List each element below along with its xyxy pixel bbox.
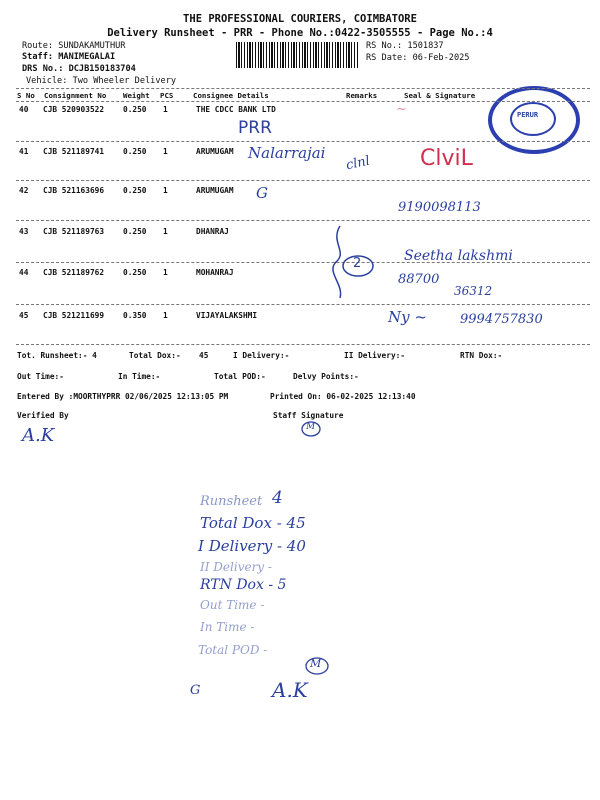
row-43-weight: 0.250	[123, 227, 147, 236]
row-40-consignee: THE CDCC BANK LTD	[196, 105, 276, 114]
bottom-m: M	[310, 657, 322, 670]
tally-line-4: II Delivery -	[200, 560, 272, 574]
rs-no: RS No.: 1501837	[366, 41, 444, 51]
col-weight: Weight	[123, 91, 150, 100]
row-44-consignee: MOHANRAJ	[196, 268, 234, 277]
company-title: THE PROFESSIONAL COURIERS, COIMBATORE	[183, 13, 417, 25]
hand-circle-2: 2	[353, 256, 362, 271]
ii-delivery: II Delivery:-	[344, 351, 406, 360]
out-time: Out Time:-	[17, 372, 64, 381]
hand-88700: 88700	[398, 272, 440, 287]
row-42-rule	[16, 220, 590, 221]
hand-signature-45: Ny ~	[388, 308, 427, 326]
verified-signature: A.K	[22, 425, 55, 446]
col-consignee: Consignee Details	[193, 91, 269, 100]
tot-runsheet: Tot. Runsheet:- 4	[17, 351, 97, 360]
drs-label: DRS No.: DCJB150183704	[22, 64, 136, 74]
staff-signature-label: Staff Signature	[273, 411, 344, 420]
row-41-consignee: ARUMUGAM	[196, 147, 234, 156]
hand-civil-red: ClviL	[420, 146, 473, 171]
row-45-consignee: VIJAYALAKSHMI	[196, 311, 258, 320]
col-pcs: PCS	[160, 91, 174, 100]
row-43-sno: 43	[19, 227, 29, 236]
row-42-consignment: CJB 521163696	[43, 186, 105, 195]
entered-by: Entered By :MOORTHYPRR 02/06/2025 12:13:05 PM	[17, 392, 229, 401]
row-44-consignment: CJB 521189762	[43, 268, 105, 277]
tally-line-7: In Time -	[200, 620, 255, 634]
row-40-rule	[16, 141, 590, 142]
i-delivery: I Delivery:-	[233, 351, 290, 360]
row-40-sno: 40	[19, 105, 29, 114]
tally-line-2: Total Dox - 45	[200, 514, 306, 532]
staff-label: Staff: MANIMEGALAI	[22, 52, 116, 62]
hand-prr: PRR	[238, 118, 272, 138]
row-40-consignment: CJB 520903522	[43, 105, 105, 114]
printed-on: Printed On: 06-02-2025 12:13:40	[270, 392, 416, 401]
stamp-text: PERUR	[517, 111, 539, 119]
route-label: Route: SUNDAKAMUTHUR	[22, 41, 126, 51]
row-44-weight: 0.250	[123, 268, 147, 277]
row-45-pcs: 1	[163, 311, 168, 320]
row-42-consignee: ARUMUGAM	[196, 186, 234, 195]
table-header-rule	[16, 101, 590, 102]
runsheet-subtitle: Delivery Runsheet - PRR - Phone No.:0422-3505555 - Page No.:4	[107, 27, 493, 39]
total-dox-value: 45	[199, 351, 209, 360]
bottom-signature: A.K	[272, 678, 308, 702]
row-44-rule	[16, 304, 590, 305]
seal-stamp-inner	[510, 102, 556, 136]
vehicle-label: Vehicle: Two Wheeler Delivery	[26, 76, 177, 86]
verified-by: Verified By	[17, 411, 69, 420]
col-sno: S No	[17, 91, 35, 100]
row-43-consignment: CJB 521189763	[43, 227, 105, 236]
hand-clnl: clnl	[344, 153, 372, 174]
row-40-scribble: ~	[396, 102, 407, 117]
tally-line-5: RTN Dox - 5	[200, 577, 287, 593]
total-pod: Total POD:-	[214, 372, 266, 381]
bottom-g: G	[190, 683, 201, 698]
row-40-weight: 0.250	[123, 105, 147, 114]
row-42-sno: 42	[19, 186, 29, 195]
row-44-pcs: 1	[163, 268, 168, 277]
hand-nalarrajai: Nalarrajai	[248, 144, 326, 162]
col-consignment: Consignment No	[44, 91, 107, 100]
tally-line-8: Total POD -	[198, 643, 268, 657]
row-45-consignment: CJB 521211699	[43, 311, 105, 320]
tally-line-3: I Delivery - 40	[198, 537, 306, 555]
row-40-pcs: 1	[163, 105, 168, 114]
tally-line-6: Out Time -	[200, 598, 265, 612]
row-41-pcs: 1	[163, 147, 168, 156]
total-dox-label: Total Dox:-	[129, 351, 181, 360]
row-41-sno: 41	[19, 147, 29, 156]
rs-date: RS Date: 06-Feb-2025	[366, 53, 470, 63]
delvy-points: Delvy Points:-	[293, 372, 359, 381]
row-44-sno: 44	[19, 268, 29, 277]
row-42-pcs: 1	[163, 186, 168, 195]
rtn-dox: RTN Dox:-	[460, 351, 503, 360]
row-42-weight: 0.250	[123, 186, 147, 195]
tally-line-1-faint: Runsheet	[200, 494, 263, 509]
table-top-rule	[16, 88, 590, 89]
row-45-sno: 45	[19, 311, 29, 320]
hand-g-mark: G	[256, 184, 268, 202]
barcode	[236, 42, 358, 68]
tally-line-1: 4	[272, 488, 283, 508]
hand-seetha: Seetha lakshmi	[404, 248, 513, 264]
row-41-consignment: CJB 521189741	[43, 147, 105, 156]
hand-36312: 36312	[454, 284, 493, 298]
row-41-rule	[16, 180, 590, 181]
row-45-weight: 0.350	[123, 311, 147, 320]
staff-signature-m: M	[306, 422, 316, 432]
col-remarks: Remarks	[346, 91, 378, 100]
hand-phone2: 9994757830	[460, 312, 543, 327]
col-seal-signature: Seal & Signature	[404, 91, 476, 100]
row-45-rule	[16, 344, 590, 345]
row-43-pcs: 1	[163, 227, 168, 236]
row-43-consignee: DHANRAJ	[196, 227, 229, 236]
row-41-weight: 0.250	[123, 147, 147, 156]
hand-phone1: 9190098113	[398, 200, 481, 215]
in-time: In Time:-	[118, 372, 161, 381]
